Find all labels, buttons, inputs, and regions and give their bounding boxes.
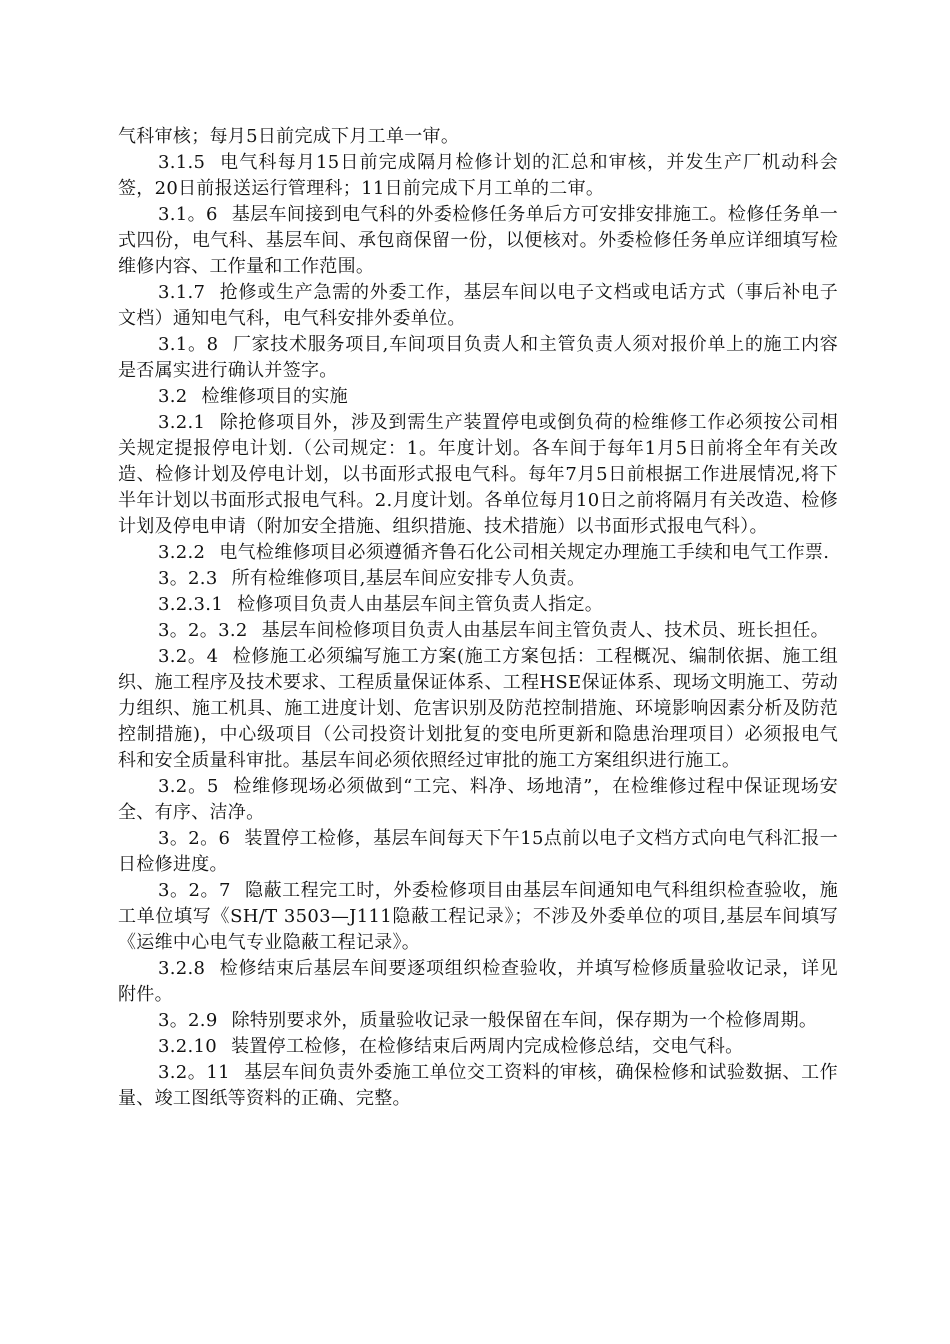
section-number: 3.1。8 (158, 334, 219, 355)
section-number: 3.2。5 (158, 776, 219, 797)
paragraph-3-1-6 (118, 202, 838, 280)
paragraph-3-1-7 (118, 280, 838, 332)
paragraph-text: 检修结束后基层车间要逐项组织检查验收，并填写检修质量验收记录，详见附件。 (118, 958, 838, 1005)
paragraph-text: 基层车间接到电气科的外委检修任务单后方可安排安排施工。检修任务单一式四份，电气科、基层车间、承包商保留一份，以便核对。外委检修任务单应详细填写检维修内容、工作量和工作范围。 (118, 204, 839, 277)
paragraph-3-2-9 (118, 1008, 838, 1034)
section-number: 3.2.2 (158, 542, 206, 563)
paragraph-text: 电气科每月15日前完成隔月检修计划的汇总和审核，并发生产厂机动科会签，20日前报送运行管理科；11日前完成下月工单的二审。 (118, 152, 838, 199)
paragraph-3-2-8 (118, 956, 838, 1008)
paragraph-3-1-5 (118, 150, 838, 202)
paragraph-text: 除特别要求外，质量验收记录一般保留在车间，保存期为一个检修周期。 (231, 1010, 818, 1031)
paragraph-3-2-3-1 (118, 592, 838, 618)
section-number: 3.2。11 (158, 1062, 230, 1083)
paragraph-3-1-8 (118, 332, 838, 384)
paragraph-text: 检修施工必须编写施工方案(施工方案包括：工程概况、编制依据、施工组织、施工程序及技术要求、工程质量保证体系、工程HSE保证体系、现场文明施工、劳动力组织、施工机具、施工进度计划、危害识别及防范控制措施、环境影响因素分析及防范控制措施)，中心级项目（公司投资计划批复的变电所更新和隐患治理项目）必须报电气科和安全质量科审批。基层车间必须依照经过审批的施工方案组织进行施工。 (118, 646, 839, 771)
paragraph-text: 电气检维修项目必须遵循齐鲁石化公司相关规定办理施工手续和电气工作票. (219, 542, 830, 563)
paragraph-text: 隐蔽工程完工时，外委检修项目由基层车间通知电气科组织检查验收，施工单位填写《SH/T 3503—J111隐蔽工程记录》；不涉及外委单位的项目,基层车间填写《运维中心电气专业隐蔽工程记录》。 (118, 880, 838, 953)
section-number: 3。2。6 (158, 828, 231, 849)
section-title: 检维修项目的实施 (201, 386, 348, 407)
section-number: 3.1.7 (158, 282, 206, 303)
paragraph-3-2-5 (118, 774, 838, 826)
section-number: 3.2 (158, 386, 188, 407)
section-number: 3。2。7 (158, 880, 231, 901)
paragraph-text: 基层车间负责外委施工单位交工资料的审核，确保检修和试验数据、工作量、竣工图纸等资料的正确、完整。 (118, 1062, 838, 1109)
section-heading-3-2 (118, 384, 838, 410)
paragraph-3-2-6 (118, 826, 838, 878)
paragraph-text: 检维修现场必须做到“工完、料净、场地清”，在检维修过程中保证现场安全、有序、洁净。 (118, 776, 838, 823)
paragraph-3-2-10 (118, 1034, 838, 1060)
section-number: 3.2。4 (158, 646, 219, 667)
paragraph-text: 气科审核；每月5日前完成下月工单一审。 (118, 126, 460, 147)
paragraph-text: 所有检维修项目,基层车间应安排专人负责。 (231, 568, 586, 589)
paragraph-text: 厂家技术服务项目,车间项目负责人和主管负责人须对报价单上的施工内容是否属实进行确认并签字。 (118, 334, 839, 381)
section-number: 3.2.10 (158, 1036, 218, 1057)
section-number: 3.1。6 (158, 204, 218, 225)
paragraph-text: 检修项目负责人由基层车间主管负责人指定。 (237, 594, 604, 615)
section-number: 3.2.8 (158, 958, 206, 979)
paragraph-3-2-2 (118, 540, 838, 566)
paragraph-3-2-3-2 (118, 618, 838, 644)
paragraph-3-2-7 (118, 878, 838, 956)
paragraph-text: 除抢修项目外，涉及到需生产装置停电或倒负荷的检维修工作必须按公司相关规定提报停电计划.（公司规定：1。年度计划。各车间于每年1月5日前将全年有关改造、检修计划及停电计划，以书面形式报电气科。每年7月5日前根据工作进展情况,将下半年计划以书面形式报电气科。2.月度计划。各单位每月10日之前将隔月有关改造、检修计划及停电申请（附加安全措施、组织措施、技术措施）以书面形式报电气科）。 (118, 412, 838, 537)
section-number: 3。2.3 (158, 568, 218, 589)
paragraph-text: 抢修或生产急需的外委工作，基层车间以电子文档或电话方式（事后补电子文档）通知电气科，电气科安排外委单位。 (118, 282, 838, 329)
section-number: 3.1.5 (158, 152, 206, 173)
section-number: 3。2。3.2 (158, 620, 248, 641)
section-number: 3。2.9 (158, 1010, 218, 1031)
section-number: 3.2.3.1 (158, 594, 224, 615)
paragraph-3-2-11 (118, 1060, 838, 1112)
paragraph-text: 装置停工检修，在检修结束后两周内完成检修总结，交电气科。 (231, 1036, 744, 1057)
paragraph-3-2-3 (118, 566, 838, 592)
paragraph-text: 基层车间检修项目负责人由基层车间主管负责人、技术员、班长担任。 (261, 620, 829, 641)
paragraph-text: 装置停工检修，基层车间每天下午15点前以电子文档方式向电气科汇报一日检修进度。 (118, 828, 838, 875)
paragraph-3-2-4 (118, 644, 838, 774)
paragraph-3-2-1 (118, 410, 838, 540)
paragraph (118, 124, 838, 150)
document-body (118, 124, 838, 1112)
section-number: 3.2.1 (158, 412, 206, 433)
